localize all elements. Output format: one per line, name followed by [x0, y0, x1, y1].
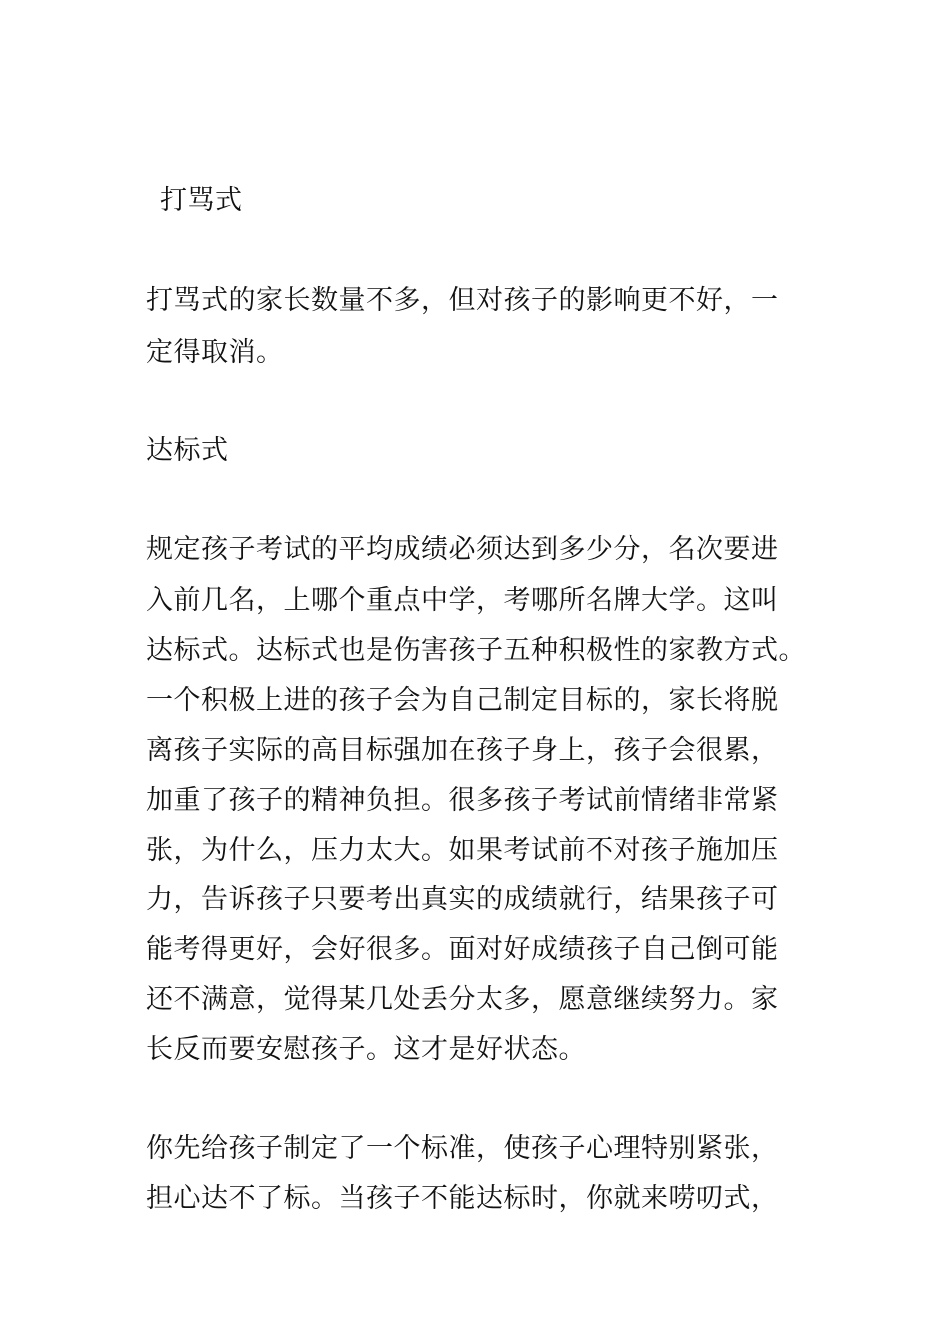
paragraph-line: 打骂式的家长数量不多，但对孩子的影响更不好，一: [146, 285, 779, 316]
paragraph-line: 一个积极上进的孩子会为自己制定目标的，家长将脱: [146, 685, 779, 716]
paragraph-line: 担心达不了标。当孩子不能达标时，你就来唠叨式，: [146, 1183, 779, 1214]
paragraph-line: 张，为什么，压力太大。如果考试前不对孩子施加压: [146, 835, 779, 866]
paragraph-line: 定得取消。: [146, 337, 284, 368]
paragraph-line: 加重了孩子的精神负担。很多孩子考试前情绪非常紧: [146, 785, 779, 816]
paragraph-line: 能考得更好，会好很多。面对好成绩孩子自己倒可能: [146, 934, 779, 965]
paragraph-line: 达标式。达标式也是伤害孩子五种积极性的家教方式。: [146, 635, 806, 666]
paragraph-line: 还不满意，觉得某几处丢分太多，愿意继续努力。家: [146, 984, 779, 1015]
paragraph-line: 入前几名，上哪个重点中学，考哪所名牌大学。这叫: [146, 585, 779, 616]
paragraph-line: 长反而要安慰孩子。这才是好状态。: [146, 1034, 586, 1065]
paragraph-line: 你先给孩子制定了一个标准，使孩子心理特别紧张，: [146, 1133, 779, 1164]
section-heading-beating: 打骂式: [160, 185, 243, 216]
paragraph-line: 力，告诉孩子只要考出真实的成绩就行，结果孩子可: [146, 884, 779, 915]
paragraph-line: 规定孩子考试的平均成绩必须达到多少分，名次要进: [146, 534, 779, 565]
section-heading-target: 达标式: [146, 435, 229, 466]
paragraph-line: 离孩子实际的高目标强加在孩子身上，孩子会很累，: [146, 735, 779, 766]
